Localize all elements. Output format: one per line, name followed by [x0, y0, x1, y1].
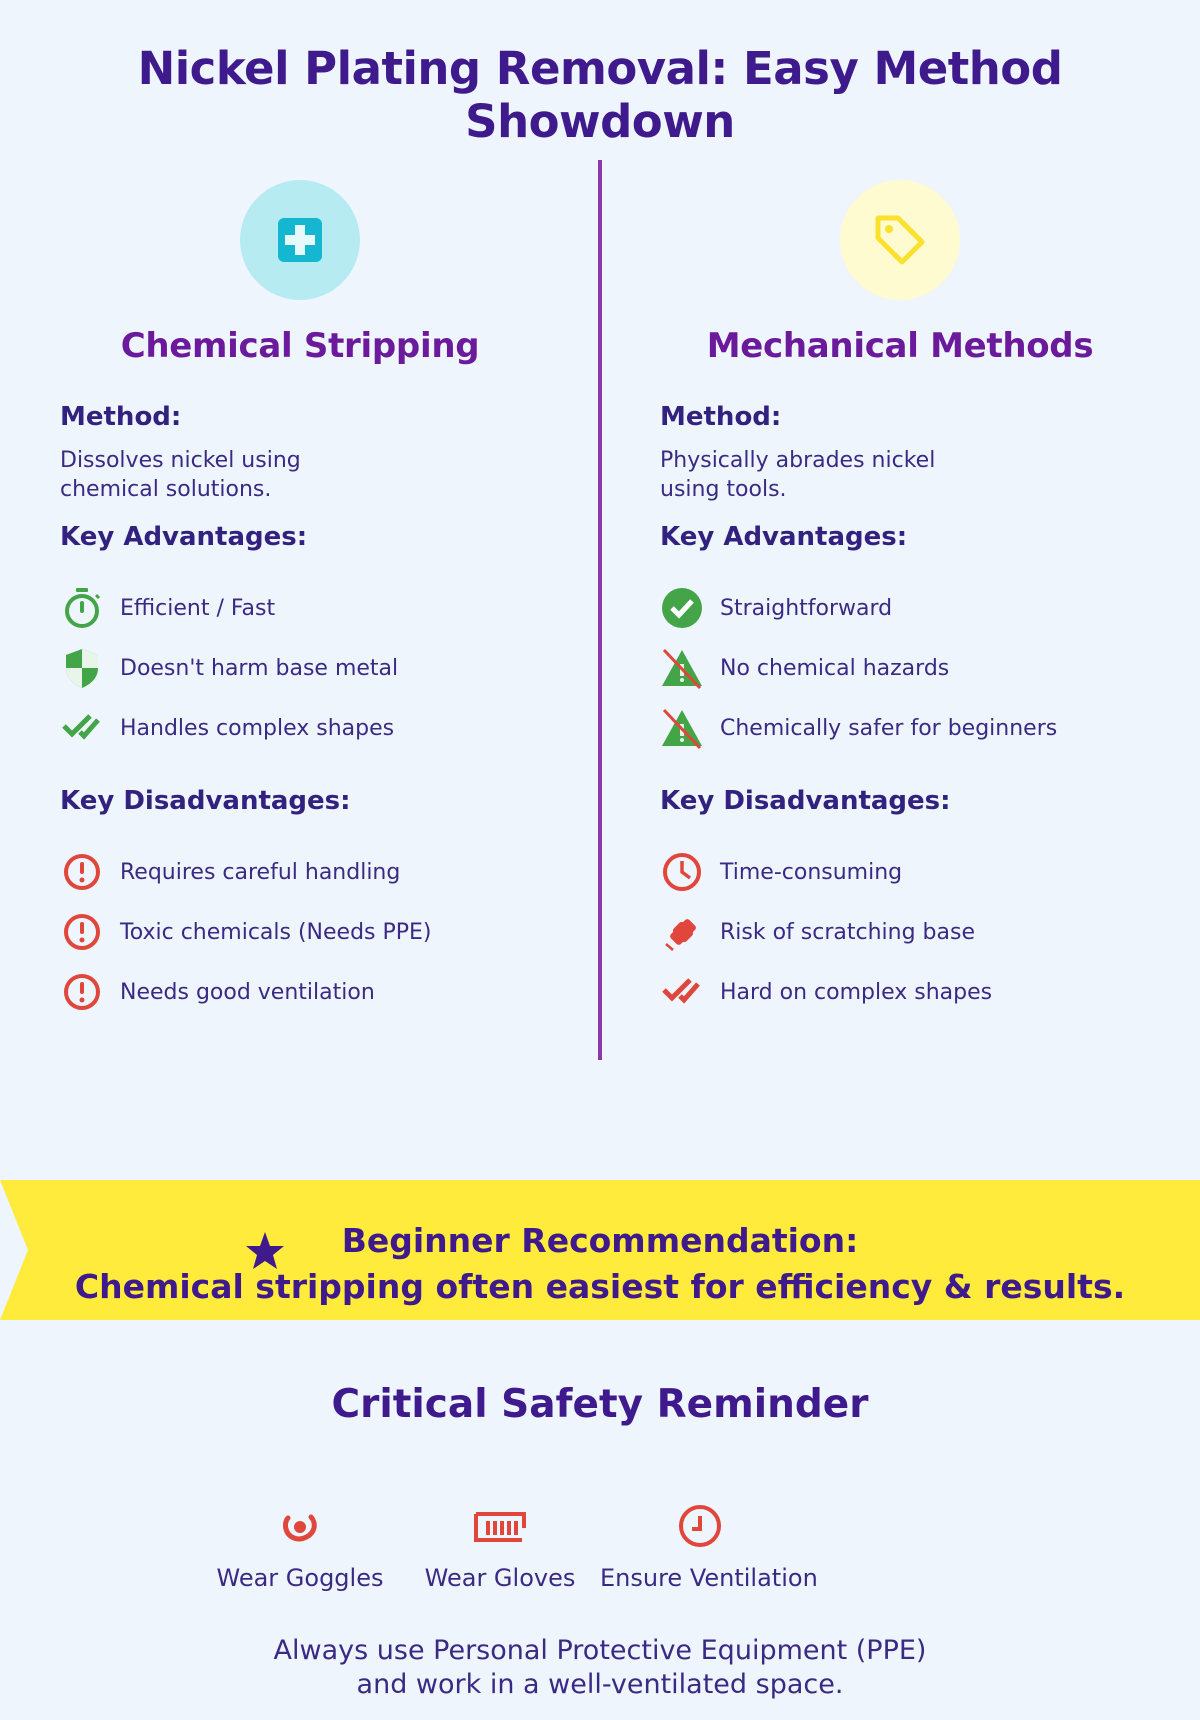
safety-item — [600, 1500, 818, 1592]
advantage-label: Straightforward — [720, 595, 893, 621]
page-title: Nickel Plating Removal: Easy Method Showdown — [137, 42, 1063, 148]
no-hazard-icon — [660, 706, 710, 750]
safety-item — [400, 1500, 600, 1592]
mechanical-advantages-list — [660, 578, 1160, 758]
safety-items — [200, 1500, 820, 1600]
check-circle-icon — [660, 586, 710, 630]
disadvantage-label: Toxic chemicals (Needs PPE) — [120, 919, 432, 945]
disadvantage-label: Risk of scratching base — [720, 919, 975, 945]
list-item — [660, 698, 1160, 758]
advantage-label: Efficient / Fast — [120, 595, 276, 621]
safety-footer-line2: and work in a well-ventilated space. — [356, 1669, 844, 1700]
bandage-icon — [660, 910, 710, 954]
chemical-disadvantages-list — [60, 842, 560, 1022]
recommendation-banner — [0, 1180, 1200, 1320]
disadvantage-label: Requires careful handling — [120, 859, 401, 885]
advantage-label: No chemical hazards — [720, 655, 950, 681]
safety-footer-line1: Always use Personal Protective Equipment (PPE) — [273, 1635, 927, 1666]
list-item — [660, 902, 1160, 962]
chemical-column — [60, 180, 560, 1022]
mechanical-title: Mechanical Methods — [706, 326, 1094, 366]
column-divider — [598, 160, 602, 1060]
chemical-disadvantages-heading: Key Disadvantages: — [60, 786, 351, 816]
safety-label: Wear Goggles — [216, 1564, 384, 1592]
mechanical-column — [660, 180, 1160, 1022]
list-item — [660, 842, 1160, 902]
list-item — [60, 962, 560, 1022]
recommendation-heading: Beginner Recommendation: — [341, 1221, 859, 1260]
mechanical-method-text: Physically abrades nickel using tools. — [660, 448, 936, 502]
gloves-icon — [400, 1500, 600, 1552]
chemical-title: Chemical Stripping — [120, 326, 480, 366]
safety-label: Wear Gloves — [424, 1564, 576, 1592]
stopwatch-icon — [60, 586, 110, 630]
shield-icon — [60, 646, 110, 690]
safety-footer — [0, 1634, 1200, 1702]
advantage-label: Handles complex shapes — [120, 715, 395, 741]
list-item — [660, 962, 1160, 1022]
double-check-icon — [60, 706, 110, 750]
list-item — [60, 638, 560, 698]
list-item — [660, 578, 1160, 638]
alert-circle-icon — [60, 910, 110, 954]
advantage-label: Doesn't harm base metal — [120, 655, 399, 681]
list-item — [60, 842, 560, 902]
goggles-icon — [200, 1500, 400, 1552]
mechanical-method-heading: Method: — [660, 402, 782, 432]
list-item — [60, 902, 560, 962]
no-hazard-icon — [660, 646, 710, 690]
list-item — [60, 578, 560, 638]
alert-circle-icon — [60, 970, 110, 1014]
list-item — [660, 638, 1160, 698]
ventilation-icon — [600, 1500, 800, 1552]
safety-label: Ensure Ventilation — [600, 1564, 818, 1592]
list-item — [60, 698, 560, 758]
medical-cross-icon — [240, 180, 360, 300]
tag-icon — [840, 180, 960, 300]
mechanical-advantages-heading: Key Advantages: — [660, 522, 908, 552]
chemical-method-heading: Method: — [60, 402, 182, 432]
disadvantage-label: Time-consuming — [720, 859, 903, 885]
alert-circle-icon — [60, 850, 110, 894]
double-check-icon — [660, 970, 710, 1014]
mechanical-disadvantages-heading: Key Disadvantages: — [660, 786, 951, 816]
safety-title: Critical Safety Reminder — [331, 1382, 869, 1427]
disadvantage-label: Hard on complex shapes — [720, 979, 993, 1005]
clock-icon — [660, 850, 710, 894]
chemical-advantages-list — [60, 578, 560, 758]
recommendation-text: Chemical stripping often easiest for efficiency & results. — [74, 1267, 1126, 1306]
safety-item — [200, 1500, 400, 1592]
disadvantage-label: Needs good ventilation — [120, 979, 375, 1005]
chemical-method-text: Dissolves nickel using chemical solutions. — [60, 448, 301, 502]
advantage-label: Chemically safer for beginners — [720, 715, 1058, 741]
chemical-advantages-heading: Key Advantages: — [60, 522, 308, 552]
mechanical-disadvantages-list — [660, 842, 1160, 1022]
